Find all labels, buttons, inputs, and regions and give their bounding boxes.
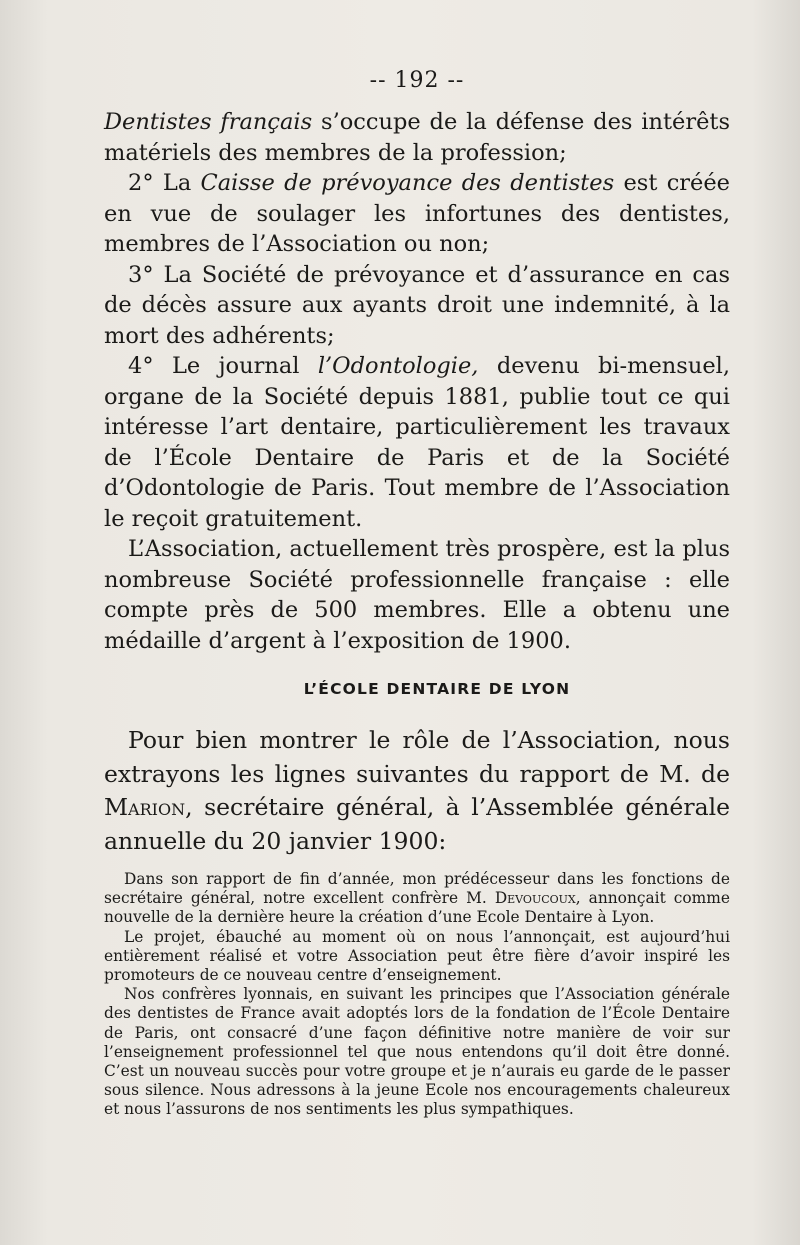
paragraph-text: s’occupe de la défense des intérêts matériels des membres de la profession; <box>104 109 730 166</box>
paragraph-text: devenu bi-mensuel, organe de la Société depuis 1881, publie tout ce qui intéresse l’art dentaire, particulièrement les travaux de l’École Dentaire de Paris et de la Société d’Odontologie de Paris. Tout membre de l’Association le reçoit gratuitement. <box>104 353 730 532</box>
quote-paragraph-3: Nos confrères lyonnais, en suivant les principes que l’Association générale des dentistes de France avait adoptés lors de la fondation de l’École Dentaire de Paris, ont consacré d’une façon définitive notre manière de voir sur l’enseignement professionnel tel que nous entendons qu’il doit être donné. C’est un nouveau succès pour votre groupe et je n’aurais eu garde de le passer sous silence. Nous adressons à la jeune Ecole nos encouragements chaleureux et nous l’assurons de nos sentiments les plus sympathiques. <box>104 985 730 1119</box>
paragraph-journal-odontologie <box>104 351 730 534</box>
quote-paragraph-1 <box>104 870 730 928</box>
quote-text: Dans son rapport de fin d’année, mon prédécesseur dans les fonctions de secrétaire général, notre excellent confrère M. <box>104 870 730 908</box>
paragraph-societe-assurance: 3° La Société de prévoyance et d’assurance en cas de décès assure aux ayants droit une indemnité, à la mort des adhérents; <box>104 261 730 349</box>
paragraph-text: est créée en vue de soulager les infortunes des dentistes, membres de l’Association ou non; <box>104 170 730 257</box>
paragraph-text: , secrétaire général, à l’Assemblée générale annuelle du 20 janvier 1900: <box>104 793 730 855</box>
paragraph-caisse-prevoyance <box>104 168 730 260</box>
quote-text: , annonçait comme nouvelle de la dernière heure la création d’une Ecole Dentaire à Lyon. <box>104 889 730 927</box>
italic-phrase: Dentistes français <box>104 109 313 135</box>
list-number: 4° Le journal <box>128 353 318 379</box>
italic-phrase: Caisse de prévoyance des dentistes <box>200 170 615 196</box>
italic-phrase: l’Odontologie, <box>317 353 479 379</box>
paragraph-introduction <box>104 724 730 858</box>
quote-paragraph-2: Le projet, ébauché au moment où on nous l’annonçait, est aujourd’hui entièrement réalisé et votre Association peut être fière d’avoir inspiré les promoteurs de ce nouveau centre d’enseignement. <box>104 927 730 985</box>
paragraph-association-members: L’Association, actuellement très prospère, est la plus nombreuse Société professionnelle française : elle compte près de 500 membres. Elle a obtenu une médaille d’argent à l’exposition de 1900. <box>104 536 730 654</box>
person-name: Marion <box>104 793 186 821</box>
paragraph-association-defense <box>104 107 730 168</box>
list-number: 2° La <box>128 170 201 196</box>
page-number: -- 192 -- <box>369 68 465 93</box>
person-name: Devoucoux <box>494 889 576 908</box>
paragraph-text: Pour bien montrer le rôle de l’Association, nous extrayons les lignes suivantes du rapport de M. de <box>104 726 730 788</box>
section-heading: L’ÉCOLE DENTAIRE DE LYON <box>303 680 571 698</box>
